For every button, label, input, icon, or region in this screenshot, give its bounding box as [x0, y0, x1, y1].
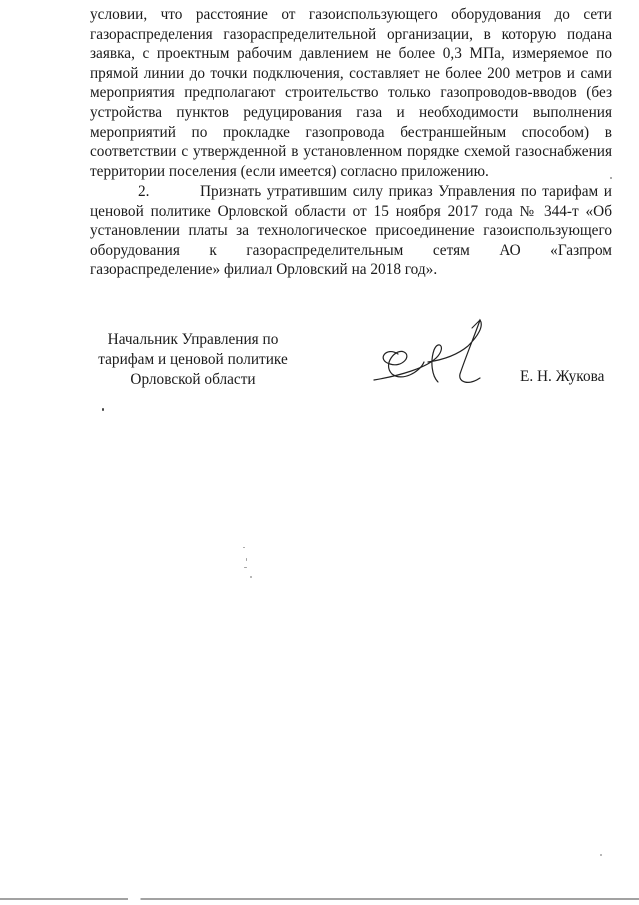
scan-speck — [600, 854, 602, 856]
item-text: Признать утратившим силу приказ Управления по тарифам и ценовой политике Орловской области от 15 ноября 2017 года № 344-т «Об установлении платы за технологическое присоединение газоиспользующего оборудования к газораспределительным сетям АО «Газпром газораспределение» филиал Орловский на 2018 год». — [90, 183, 612, 279]
scan-speck — [250, 576, 252, 578]
signatory-title-line-2: тарифам и ценовой политике — [98, 351, 288, 368]
paragraph-continuation: условии, что расстояние от газоиспользующего оборудования до сети газораспределения газораспределительной организации, в которую подана заявка, с проектным рабочим давлением не более 0,3 МПа, измеряемое по прямой линии до точки подключения, составляет не более 200 метров и сами мероприятия предполагают строительство только газопроводов-вводов (без устройства пунктов редуцирования газа и необходимости выполнения мероприятий по прокладке газопровода бестраншейным способом) в соответствии с утвержденной в установленном порядке схемой газоснабжения территории поселения (если имеется) согласно приложению. — [90, 6, 612, 180]
signatory-title-line-1: Начальник Управления по — [107, 331, 279, 348]
handwritten-signature — [368, 316, 498, 396]
scan-edge-line — [0, 898, 639, 900]
numbered-item-2 — [90, 182, 612, 280]
signatory-name: Е. Н. Жукова — [520, 368, 605, 385]
scan-speck — [610, 177, 612, 179]
scan-speck — [102, 408, 104, 411]
scan-speck — [243, 547, 245, 548]
item-number: 2. — [138, 183, 150, 200]
signatory-title — [98, 330, 288, 390]
signatory-title-line-3: Орловской области — [130, 371, 256, 388]
scan-speck — [246, 558, 247, 561]
scan-speck — [244, 567, 247, 568]
